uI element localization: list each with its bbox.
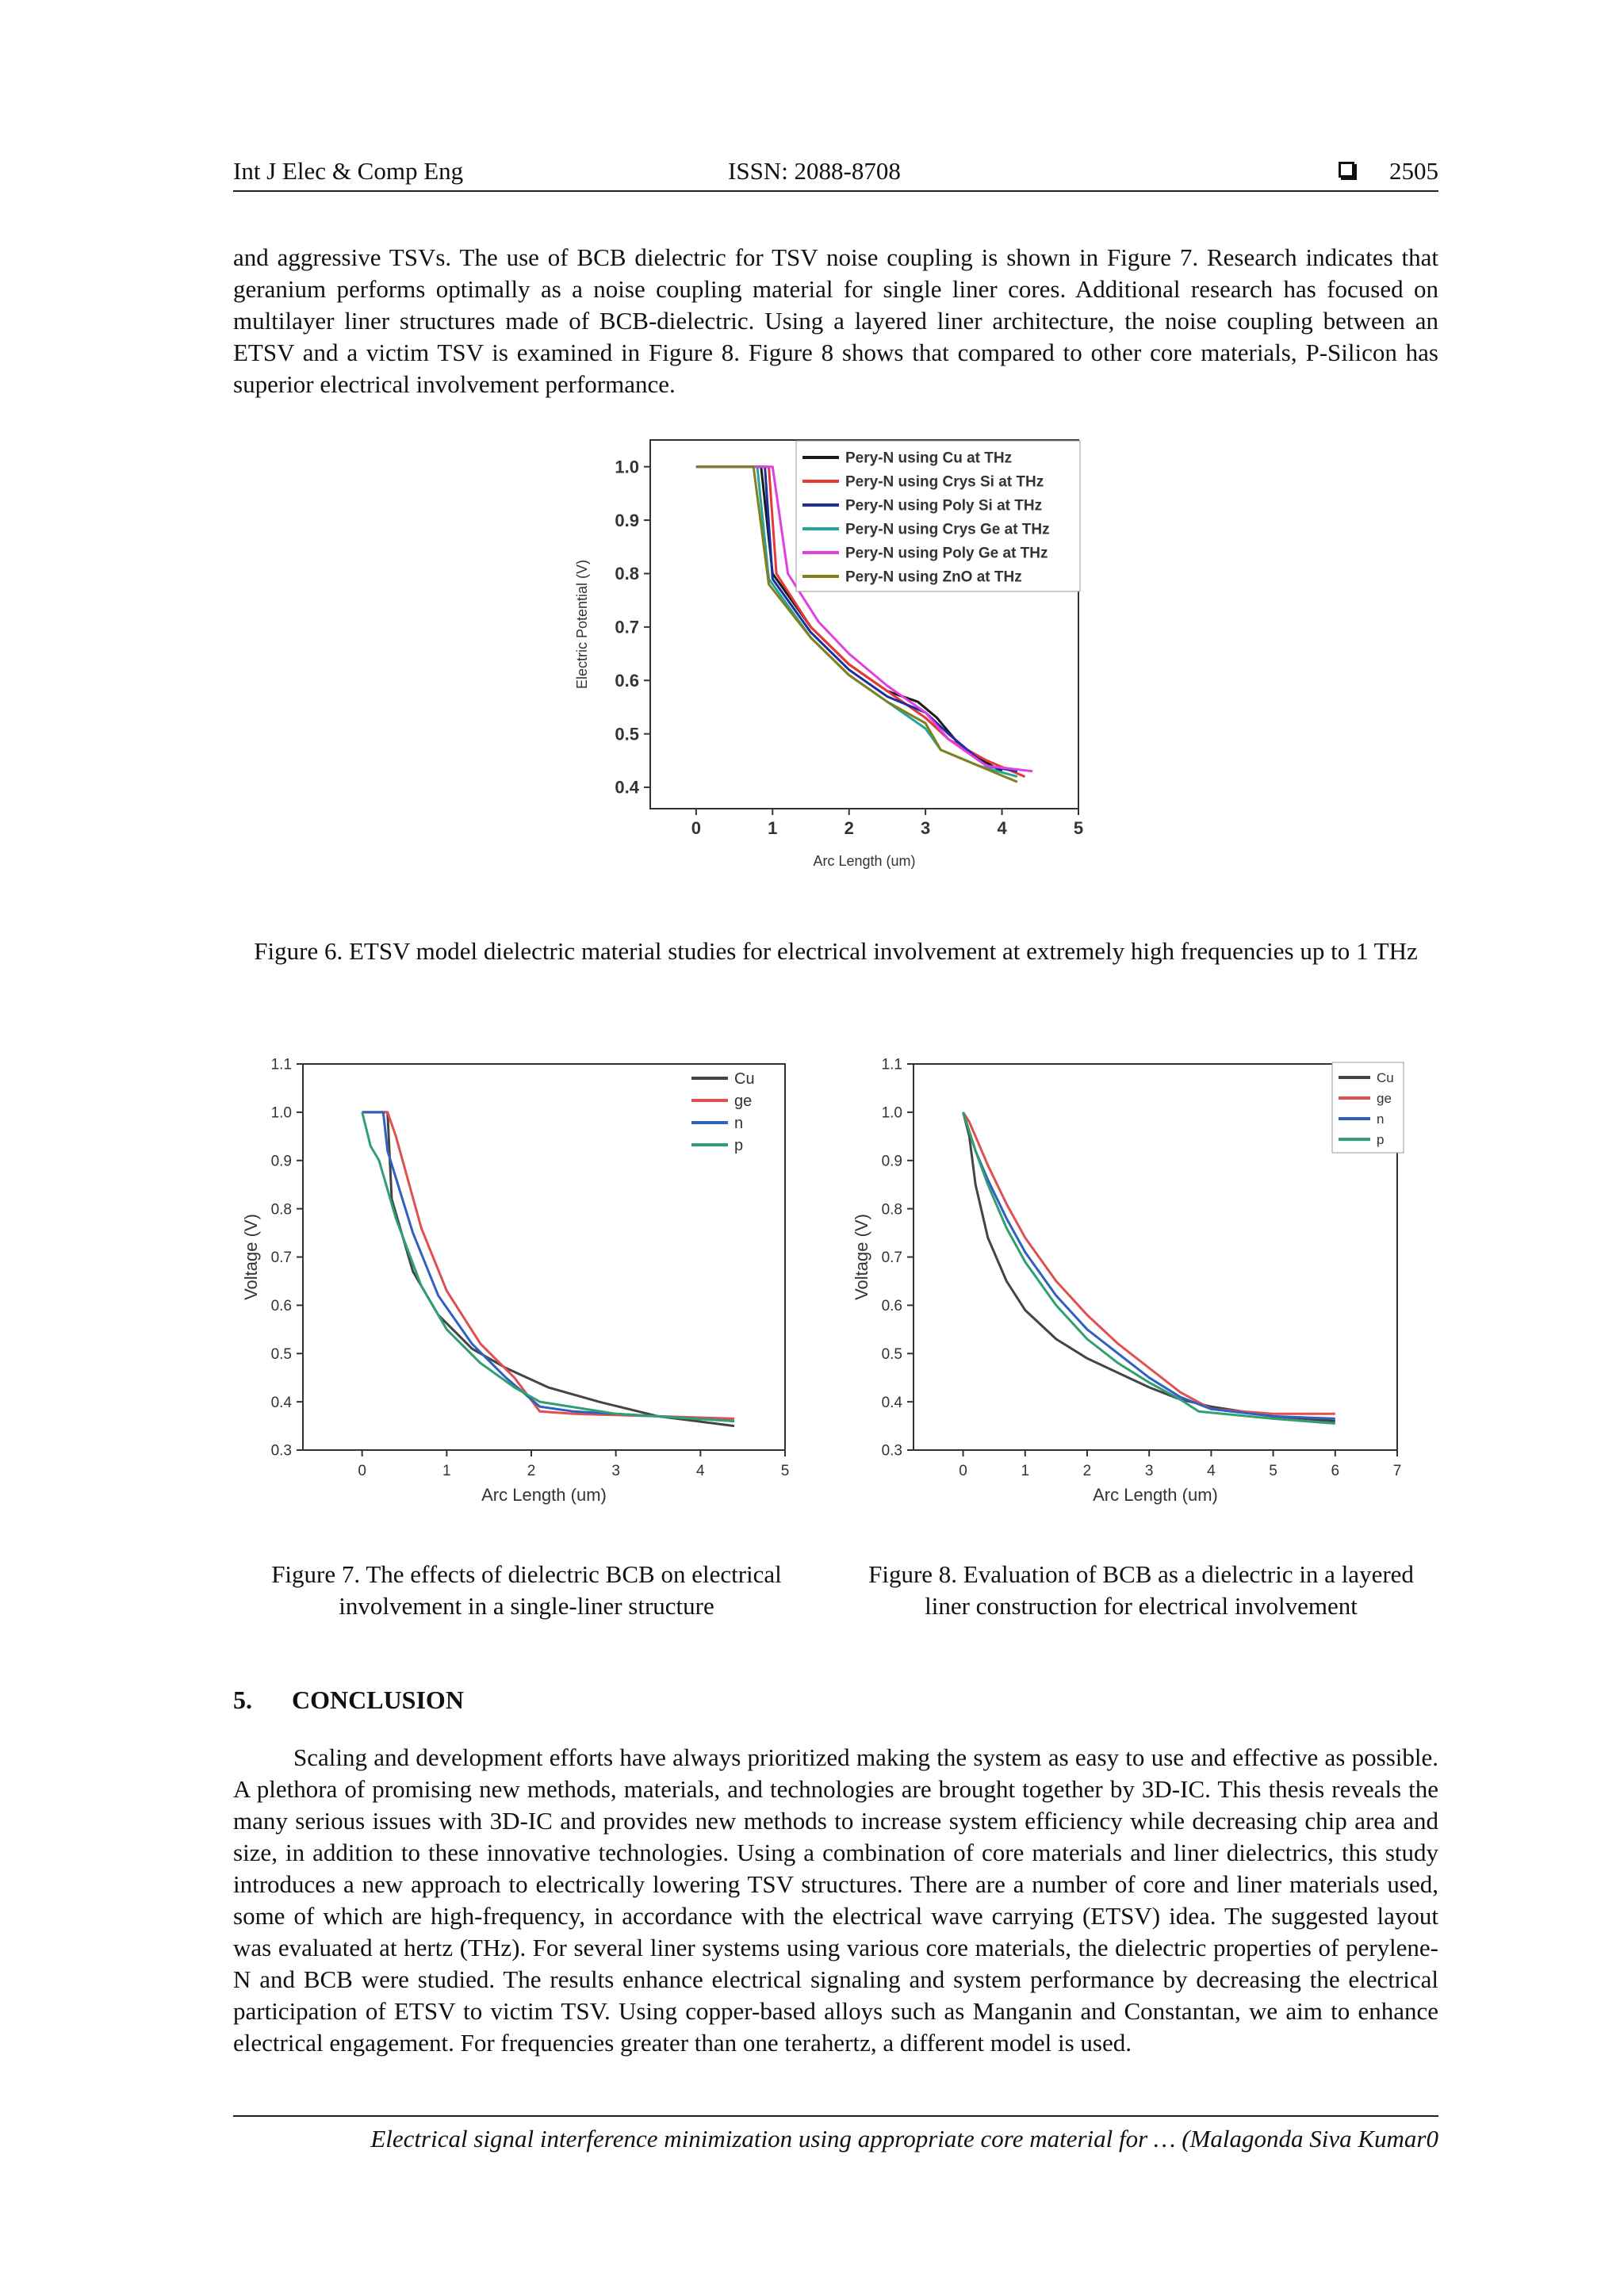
y-axis-label: Electric Potential (V) bbox=[574, 559, 590, 690]
series-line bbox=[362, 1112, 734, 1419]
page-number: 2505 bbox=[1389, 157, 1438, 185]
legend-label: p bbox=[734, 1137, 744, 1154]
y-tick-label: 0.5 bbox=[615, 724, 639, 744]
y-tick-label: 0.6 bbox=[270, 1298, 292, 1315]
series-line bbox=[963, 1112, 1335, 1419]
legend bbox=[691, 1070, 755, 1154]
y-tick-label: 0.9 bbox=[270, 1153, 292, 1170]
y-tick-label: 0.9 bbox=[881, 1153, 902, 1170]
plot-frame bbox=[914, 1064, 1397, 1450]
x-tick-label: 3 bbox=[921, 818, 931, 838]
series-line bbox=[362, 1112, 734, 1422]
y-tick-label: 0.4 bbox=[615, 777, 639, 798]
figure-8-chart bbox=[848, 1054, 1443, 1530]
legend-label: Pery-N using Crys Ge at THz bbox=[845, 521, 1050, 538]
y-tick-label: 0.3 bbox=[270, 1442, 292, 1460]
x-tick-label: 4 bbox=[1207, 1463, 1216, 1479]
section-number: 5. bbox=[233, 1686, 252, 1714]
conclusion-text: Scaling and development efforts have always prioritized making the system as easy to use and effective as possible. A plethora of promising new methods, materials, and technologies are brought together by 3D-IC. This thesis reveals the many serious issues with 3D-IC and provides new methods to increase system efficiency while decreasing chip area and size, in addition to these innovative technologies. Using a combination of core materials and liner dielectrics, this study introduces a new approach to electrically lowering TSV structures. There are a number of core and liner materials used, some of which are high-frequency, in accordance with the electrical wave carrying (ETSV) idea. The suggested layout was evaluated at hertz (THz). For several liner systems using various core materials, the dielectric properties of perylene-N and BCB were studied. The results enhance electrical signaling and system performance by decreasing the electrical participation of ETSV to victim TSV. Using copper-based alloys such as Manganin and Constantan, we aim to enhance electrical engagement. For frequencies greater than one terahertz, a different model is used. bbox=[233, 1743, 1438, 2057]
series-line bbox=[362, 1112, 734, 1426]
x-axis-label: Arc Length (um) bbox=[481, 1485, 607, 1505]
journal-name: Int J Elec & Comp Eng bbox=[233, 157, 464, 185]
legend-label: Pery-N using Poly Ge at THz bbox=[845, 545, 1048, 562]
x-tick-label: 1 bbox=[768, 818, 778, 838]
y-tick-label: 0.8 bbox=[881, 1201, 902, 1219]
legend-label: ge bbox=[734, 1093, 753, 1110]
y-tick-label: 0.7 bbox=[270, 1249, 292, 1267]
x-axis-label: Arc Length (um) bbox=[1093, 1485, 1218, 1505]
x-tick-label: 5 bbox=[1269, 1463, 1277, 1479]
y-axis-label: Voltage (V) bbox=[241, 1214, 261, 1300]
x-tick-label: 3 bbox=[611, 1463, 620, 1479]
x-tick-label: 2 bbox=[844, 818, 854, 838]
running-header bbox=[233, 155, 1438, 192]
issn: ISSN: 2088-8708 bbox=[728, 157, 901, 185]
y-tick-label: 0.8 bbox=[270, 1201, 292, 1219]
legend-label: Pery-N using ZnO at THz bbox=[845, 568, 1022, 586]
legend-label: p bbox=[1377, 1131, 1385, 1147]
legend-label: n bbox=[1377, 1111, 1385, 1127]
y-tick-label: 0.4 bbox=[881, 1394, 902, 1411]
y-tick-label: 0.8 bbox=[615, 564, 639, 584]
section-heading bbox=[233, 1686, 464, 1715]
y-tick-label: 0.3 bbox=[881, 1442, 902, 1460]
y-axis-label: Voltage (V) bbox=[852, 1214, 871, 1300]
square-bullet-icon bbox=[1339, 162, 1354, 178]
x-axis-label: Arc Length (um) bbox=[813, 853, 916, 869]
figure-8-caption: Figure 8. Evaluation of BCB as a dielectric in a layered liner construction for electrical involvement bbox=[868, 1560, 1414, 1620]
y-tick-label: 0.7 bbox=[881, 1249, 902, 1267]
figure-6-caption: Figure 6. ETSV model dielectric material studies for electrical involvement at extremely high frequencies up to 1 THz bbox=[254, 937, 1418, 965]
legend-label: Pery-N using Cu at THz bbox=[845, 450, 1013, 467]
y-tick-label: 1.1 bbox=[881, 1056, 902, 1073]
legend-label: n bbox=[734, 1115, 744, 1132]
y-tick-label: 0.5 bbox=[881, 1345, 902, 1363]
x-tick-label: 5 bbox=[1073, 818, 1084, 838]
series-line bbox=[963, 1112, 1335, 1422]
y-tick-label: 0.9 bbox=[615, 510, 639, 530]
y-tick-label: 1.0 bbox=[270, 1104, 292, 1122]
y-tick-label: 0.6 bbox=[615, 670, 639, 691]
x-tick-label: 0 bbox=[959, 1463, 967, 1479]
figure-7-caption: Figure 7. The effects of dielectric BCB on electrical involvement in a single-liner structure bbox=[271, 1560, 782, 1620]
intro-paragraph: and aggressive TSVs. The use of BCB dielectric for TSV noise coupling is shown in Figure 7. Research indicates that geranium performs optimally as a noise coupling material for single liner cores. Additional research has focused on multilayer liner structures made of BCB-dielectric. Using a layered liner architecture, the noise coupling between an ETSV and a victim TSV is examined in Figure 8. Figure 8 shows that compared to other core materials, P-Silicon has superior electrical involvement performance. bbox=[233, 243, 1438, 398]
legend-label: Pery-N using Crys Si at THz bbox=[845, 473, 1044, 491]
x-tick-label: 6 bbox=[1331, 1463, 1340, 1479]
running-footer: Electrical signal interference minimization using appropriate core material for … (Malagonda Siva Kumar0 bbox=[233, 2115, 1438, 2153]
legend-label: Cu bbox=[1377, 1070, 1394, 1085]
conclusion-paragraph bbox=[233, 1742, 1438, 2059]
legend bbox=[1332, 1062, 1404, 1153]
section-title: CONCLUSION bbox=[292, 1686, 464, 1714]
legend-label: Pery-N using Poly Si at THz bbox=[845, 497, 1043, 515]
x-tick-label: 4 bbox=[997, 818, 1007, 838]
x-tick-label: 3 bbox=[1144, 1463, 1154, 1479]
x-tick-label: 4 bbox=[696, 1463, 705, 1479]
legend-label: Cu bbox=[734, 1070, 755, 1088]
y-tick-label: 0.7 bbox=[615, 617, 639, 637]
legend-label: ge bbox=[1377, 1090, 1392, 1106]
x-tick-label: 7 bbox=[1392, 1463, 1402, 1479]
y-tick-label: 1.1 bbox=[270, 1056, 292, 1073]
series-line bbox=[963, 1112, 1335, 1414]
x-tick-label: 2 bbox=[1082, 1463, 1092, 1479]
figure-6-chart bbox=[555, 428, 1110, 904]
y-tick-label: 0.4 bbox=[270, 1394, 292, 1411]
x-tick-label: 1 bbox=[1021, 1463, 1030, 1479]
y-tick-label: 0.6 bbox=[881, 1298, 902, 1315]
series-line bbox=[362, 1112, 734, 1422]
x-tick-label: 0 bbox=[691, 818, 701, 838]
x-tick-label: 5 bbox=[780, 1463, 790, 1479]
figure-7-chart bbox=[238, 1054, 817, 1530]
y-tick-label: 1.0 bbox=[881, 1104, 902, 1122]
x-tick-label: 2 bbox=[527, 1463, 536, 1479]
legend bbox=[796, 441, 1080, 591]
y-tick-label: 0.5 bbox=[270, 1345, 292, 1363]
x-tick-label: 0 bbox=[358, 1463, 366, 1479]
y-tick-label: 1.0 bbox=[615, 457, 639, 477]
x-tick-label: 1 bbox=[442, 1463, 451, 1479]
